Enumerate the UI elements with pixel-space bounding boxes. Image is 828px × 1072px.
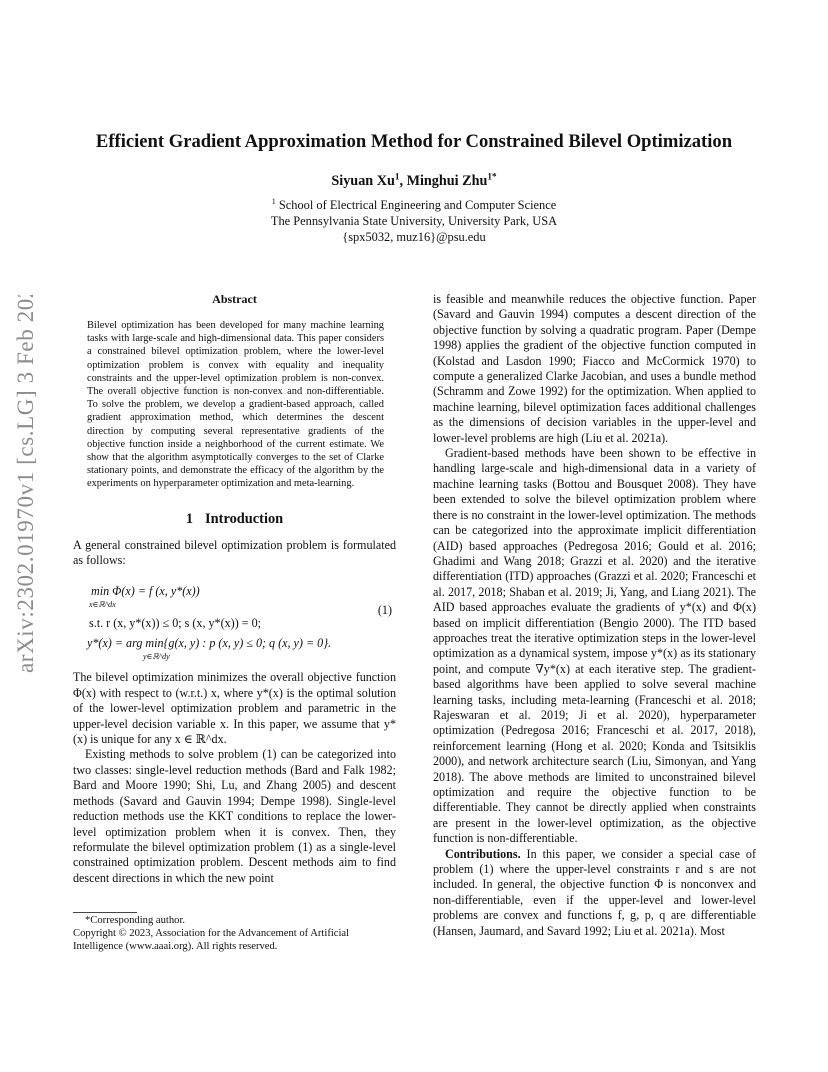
paragraph: A general constrained bilevel optimization problem is formulated as follows: <box>73 537 396 568</box>
paragraph: The bilevel optimization minimizes the overall objective function Φ(x) with respect to (w.r.t.) x, where y*(x) is the optimal solution of the lower-level optimization problem and parametric in the upper-level decision variable x. In this paper, we assume that y*(x) is unique for any x ∈ ℝ^dx. <box>73 670 396 747</box>
equation-subscript: y∈ℝ^dy <box>143 652 170 662</box>
author-name: Siyuan Xu <box>331 173 395 189</box>
section-number: 1 <box>185 510 194 527</box>
equation-line: y*(x) = arg min{g(x, y) : p (x, y) ≤ 0; q (x, y) = 0}. <box>87 636 332 651</box>
equation-line: min Φ(x) = f (x, y*(x)) <box>91 584 200 599</box>
author-separator: , <box>399 173 407 189</box>
equation-subscript: x∈ℝ^dx <box>89 600 116 610</box>
affiliation-line: The Pennsylvania State University, University Park, USA <box>270 214 558 228</box>
paragraph: Gradient-based methods have been shown to be effective in handling large-scale and high-dimensional data in a variety of machine learning tasks (Bottou and Bousquet 2008). They have been extended to solve the bilevel optimization problem where there is no constraint in the lower-level optimization. The methods can be categorized into the approximate implicit differentiation (AID) based approaches (Pedregosa 2016; Gould et al. 2016; Ghadimi and Wang 2018; Grazzi et al. 2020) and the iterative differentiation (ITD) approaches (Grazzi et al. 2020; Franceschi et al. 2017, 2018; Shaban et al. 2019; Ji, Yang, and Liang 2021). The AID based approaches evaluate the gradients of y*(x) and Φ(x) based on implicit differentiation (Bengio 2000). The ITD based approaches treat the iterative optimization steps in the lower-level optimization as a dynamical system, impose y*(x) as its stationary point, and compute ∇y*(x) at each iterative step. The gradient-based algorithms have been applied to solve several machine learning tasks, including meta-learning (Franceschi et al. 2018; Rajeswaran et al. 2019; Ji et al. 2020), hyperparameter optimization (Pedregosa 2016; Franceschi et al. 2017, 2018), reinforcement learning (Hong et al. 2020; Konda and Tsitsiklis 2000), and network architecture search (Liu, Simonyan, and Yang 2018). The above methods are limited to unconstrained bilevel optimization and require the objective function to be differentiable. They cannot be directly applied when constraints are present in the lower-level optimization, as the objective function is non-differentiable. <box>433 446 756 846</box>
equation-block <box>73 574 396 664</box>
footnote-block <box>73 914 396 953</box>
paper-title: Efficient Gradient Approximation Method for Constrained Bilevel Optimization <box>95 131 733 152</box>
arxiv-stamp <box>3 295 45 675</box>
paragraph-text: In this paper, we consider a special case of problem (1) where the upper-level constraints r and s are not included. In general, the objective function Φ is nonconvex and non-differentiable, even if the upper-level and lower-level problems are convex and functions f, g, p, q are differentiable (Hansen, Jaumard, and Savard 1992; Liu et al. 2021a). Most <box>433 846 756 938</box>
paragraph <box>433 847 756 939</box>
right-column <box>433 292 756 939</box>
arxiv-stamp-text: arXiv:2302.01970v1 [cs.LG] 3 Feb 2023 <box>13 295 38 673</box>
section-title: Introduction <box>205 510 284 527</box>
equation-line: s.t. r (x, y*(x)) ≤ 0; s (x, y*(x)) = 0; <box>89 616 261 631</box>
run-in-heading: Contributions. <box>445 846 521 861</box>
paragraph: is feasible and meanwhile reduces the objective function. Paper (Savard and Gauvin 1994) computes a descent direction of the objective function by solving a quadratic program. Paper (Dempe 1998) applies the gradient of the objective function computed in (Kolstad and Lasdon 1990; Fiacco and McCormick 1970) to compute a generalized Clarke Jacobian, and uses a bundle method (Schramm and Zowe 1992) for the optimization. When applied to machine learning, bilevel optimization faces additional challenges as the dimensions of decision variables in the upper-level and lower-level problems are high (Liu et al. 2021a). <box>433 292 756 445</box>
abstract-heading: Abstract <box>212 292 257 306</box>
author-line <box>60 173 768 190</box>
affiliation-line: $^1$ School of Electrical Engineering and Computer Science <box>271 196 557 212</box>
author-affil-mark: 1 <box>394 171 400 182</box>
author-name: Minghui Zhu <box>406 173 488 189</box>
affiliation-mark: 1 <box>271 196 276 206</box>
section-heading <box>73 511 396 528</box>
abstract-text: Bilevel optimization has been developed for many machine learning tasks with large-scale and high-dimensional data. This paper considers a constrained bilevel optimization problem, where the lower-level optimization problem is convex with equality and inequality constraints and the upper-level optimization problem is non-convex. The overall objective function is non-convex and non-differentiable. To solve the problem, we develop a gradient-based approach, called gradient approximation method, which determines the descent direction by computing several representative gradients of the objective function inside a neighborhood of the current estimate. We show that the algorithm asymptotically converges to the set of Clarke stationary points, and demonstrate the efficacy of the algorithm by the experiments on hyperparameter optimization and meta-learning. <box>87 320 384 490</box>
equation-number: (1) <box>377 603 392 618</box>
footnote-rule <box>73 912 137 913</box>
copyright-notice: Copyright © 2023, Association for the Advancement of Artificial Intelligence (www.aaai.org). All rights reserved. <box>73 928 350 952</box>
paragraph: Existing methods to solve problem (1) can be categorized into two classes: single-level reduction methods (Bard and Falk 1982; Bard and Moore 1990; Shi, Lu, and Zhang 2005) and descent methods (Savard and Gauvin 1994; Dempe 1998). Single-level reduction methods use the KKT conditions to replace the lower-level optimization problem when it is convex. Then, they reformulate the bilevel optimization problem (1) as a single-level constrained optimization problem. Descent methods aim to find descent directions in which the new point <box>73 747 396 885</box>
affiliation-block <box>60 197 768 245</box>
left-column <box>73 292 396 886</box>
footnote: *Corresponding author. <box>85 915 186 926</box>
author-emails: {spx5032, muz16}@psu.edu <box>342 230 486 244</box>
author-affil-mark: 1* <box>487 171 497 182</box>
